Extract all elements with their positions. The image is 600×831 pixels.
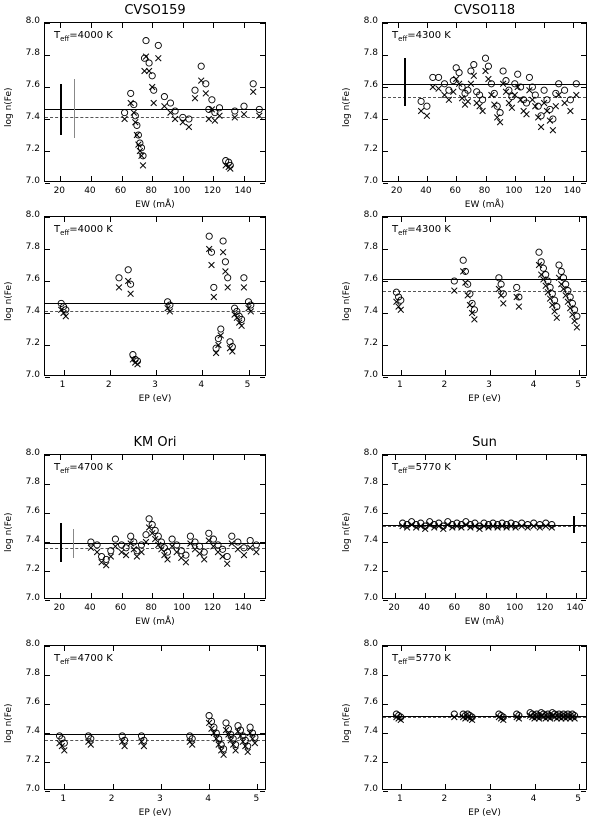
x-tick-label: 3 [486, 380, 492, 390]
y-tick-label: 7.4 [363, 535, 378, 545]
y-tick-label: 7.4 [25, 306, 40, 316]
y-tick-label: 7.0 [363, 176, 378, 186]
teff-annotation: $T_{eff}=5770$ K [392, 462, 451, 475]
y-tick [383, 791, 388, 792]
x-tick-label: 100 [173, 186, 191, 196]
x-tick-label: 60 [114, 603, 127, 613]
teff-annotation: $T_{eff}=4700$ K [54, 462, 113, 475]
x-tick-label: 4 [530, 380, 537, 390]
y-axis-label: log n(Fe) [342, 511, 352, 552]
panel-title: KM Ori [133, 435, 177, 450]
x-tick-label: 120 [203, 603, 221, 613]
y-axis-label: log n(Fe) [4, 702, 14, 743]
x-tick-label: 140 [234, 603, 252, 613]
x-tick-label: 2 [441, 380, 448, 390]
panel-title: Sun [472, 435, 497, 450]
y-tick-label: 7.6 [363, 274, 378, 284]
y-tick-label: 8.0 [25, 639, 40, 649]
x-tick-label: 20 [390, 186, 403, 196]
x-axis-label: EP (eV) [468, 394, 501, 404]
y-tick-label: 7.8 [25, 242, 40, 252]
x-tick-label: 4 [530, 794, 537, 804]
y-tick-label: 7.8 [363, 242, 378, 252]
x-tick-label: 120 [203, 186, 221, 196]
data-points [383, 646, 588, 791]
x-tick-label: 20 [53, 603, 66, 613]
y-tick-label: 7.2 [363, 338, 378, 348]
x-tick-label: 60 [449, 186, 461, 196]
y-tick-label: 7.2 [363, 564, 378, 574]
x-tick-label: 80 [478, 603, 491, 613]
x-axis-label: EW (mÅ) [135, 200, 175, 210]
y-tick-label: 7.2 [363, 755, 378, 765]
y-axis-label: log n(Fe) [4, 511, 14, 552]
x-tick-label: 40 [84, 186, 96, 196]
x-tick-label: 2 [441, 794, 448, 804]
x-tick-label: 3 [156, 794, 163, 804]
x-tick-label: 140 [234, 186, 252, 196]
teff-annotation: $T_{eff}=4000$ K [54, 224, 113, 237]
teff-annotation: $T_{eff}=4300$ K [392, 224, 451, 237]
y-tick-label: 7.8 [363, 48, 378, 58]
y-axis-label: log n(Fe) [342, 702, 352, 743]
x-tick-label: 60 [448, 603, 461, 613]
x-tick-label: 140 [566, 603, 584, 613]
y-tick-label: 7.8 [25, 668, 40, 678]
y-tick-label: 7.4 [25, 112, 40, 122]
x-tick-label: 4 [205, 794, 211, 804]
y-tick-label: 7.6 [363, 506, 378, 516]
y-tick-label: 7.0 [25, 784, 40, 794]
x-tick-label: 4 [198, 380, 205, 390]
teff-annotation: $T_{eff}=5770$ K [392, 653, 451, 666]
y-tick-label: 7.0 [363, 784, 378, 794]
teff-annotation: $T_{eff}=4000$ K [54, 30, 113, 43]
x-tick-label: 100 [505, 186, 523, 196]
x-tick-label: 1 [59, 380, 66, 390]
y-tick-label: 8.0 [25, 448, 40, 458]
y-tick-label: 7.4 [363, 112, 378, 122]
y-tick-label: 8.0 [25, 210, 40, 220]
x-tick-label: 5 [575, 380, 581, 390]
y-tick-label: 7.4 [25, 726, 40, 736]
x-axis-label: EP (eV) [138, 394, 172, 404]
y-tick-label: 7.4 [363, 306, 378, 316]
y-axis-label: log n(Fe) [4, 87, 14, 127]
y-tick-label: 7.0 [363, 593, 378, 603]
y-tick-label: 7.4 [25, 535, 40, 545]
panel-title: CVSO159 [124, 3, 186, 18]
x-tick-label: 5 [244, 380, 251, 390]
y-tick-label: 8.0 [363, 16, 378, 26]
y-tick-label: 8.0 [363, 210, 378, 220]
x-axis-label: EP (eV) [138, 808, 172, 818]
y-tick-right [581, 791, 586, 792]
x-axis-label: EW (mÅ) [464, 200, 505, 210]
x-tick-label: 1 [396, 380, 403, 390]
y-tick-label: 7.6 [25, 506, 40, 516]
teff-annotation: $T_{eff}=4300$ K [392, 30, 451, 43]
y-tick-label: 7.6 [363, 80, 378, 90]
x-tick-label: 80 [478, 186, 491, 196]
x-tick-label: 5 [253, 794, 260, 804]
x-tick-label: 140 [563, 186, 581, 196]
y-axis-label: log n(Fe) [342, 281, 352, 321]
x-tick-label: 60 [114, 186, 127, 196]
x-tick-label: 40 [84, 603, 96, 613]
x-tick-label: 120 [536, 603, 554, 613]
x-tick-label: 3 [152, 380, 158, 390]
y-tick-label: 7.0 [363, 370, 378, 380]
x-tick-label: 20 [53, 186, 66, 196]
y-tick-label: 7.6 [25, 274, 40, 284]
y-tick-label: 7.0 [25, 370, 40, 380]
teff-annotation: $T_{eff}=4700$ K [54, 653, 113, 666]
x-tick-label: 20 [388, 603, 400, 613]
y-tick-label: 8.0 [363, 448, 378, 458]
x-tick-label: 40 [418, 603, 430, 613]
x-tick-label: 5 [575, 794, 581, 804]
y-tick-label: 7.6 [25, 697, 40, 707]
x-tick-label: 1 [60, 794, 67, 804]
y-tick-label: 8.0 [25, 16, 40, 26]
x-tick-label: 100 [173, 603, 191, 613]
y-tick-label: 7.2 [363, 144, 378, 154]
y-tick-label: 7.4 [363, 726, 378, 736]
y-tick-label: 8.0 [363, 639, 378, 649]
panel-title: CVSO118 [453, 3, 516, 18]
x-tick-label: 3 [486, 794, 492, 804]
y-tick-label: 7.0 [25, 593, 40, 603]
y-tick-label: 7.2 [25, 564, 40, 574]
y-tick-label: 7.0 [25, 176, 40, 186]
plot-area [382, 645, 587, 790]
y-tick-label: 7.8 [363, 668, 378, 678]
x-tick-label: 80 [145, 186, 157, 196]
x-tick-label: 40 [420, 186, 432, 196]
x-tick-label: 1 [396, 794, 403, 804]
x-tick-label: 2 [108, 794, 115, 804]
y-tick-label: 7.8 [25, 48, 40, 58]
x-tick-label: 80 [145, 603, 157, 613]
y-tick-label: 7.8 [25, 477, 40, 487]
y-axis-label: log n(Fe) [342, 87, 352, 127]
x-axis-label: EP (eV) [468, 808, 501, 818]
y-tick-label: 7.6 [25, 80, 40, 90]
x-tick-label: 2 [105, 380, 112, 390]
y-tick-label: 7.2 [25, 338, 40, 348]
y-axis-label: log n(Fe) [4, 281, 14, 321]
y-tick-label: 7.6 [363, 697, 378, 707]
y-tick-label: 7.8 [363, 477, 378, 487]
x-tick-label: 100 [506, 603, 524, 613]
x-axis-label: EW (mÅ) [135, 617, 175, 627]
y-tick-label: 7.2 [25, 144, 40, 154]
x-axis-label: EW (mÅ) [464, 617, 505, 627]
y-tick-label: 7.2 [25, 755, 40, 765]
x-tick-label: 120 [534, 186, 552, 196]
